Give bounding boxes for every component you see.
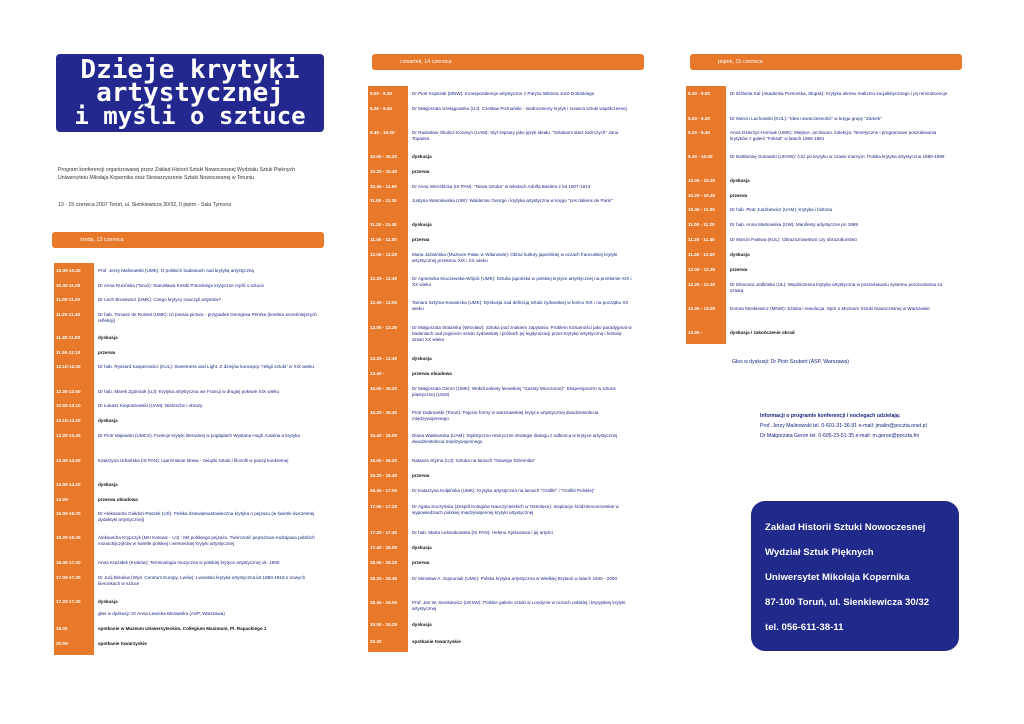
session-description: Dr hab. Piotr Juszkiewicz (UAM): Krytyka i historia	[730, 207, 833, 212]
session-time: 10.40 - 11.00	[370, 184, 397, 189]
session-time: 15.00 - 15.20	[370, 386, 398, 391]
session-time: 18.20 - 18.40	[370, 576, 398, 581]
session-description: Dr hab. Marta Leśniakowska (IS PAN): Helena Syrkusowa i jej artyści	[412, 530, 553, 535]
session-time: 18.00	[56, 626, 68, 631]
session-description: przerwa	[412, 169, 430, 174]
venue-text: 13 - 15 czerwca 2007 Toruń, ul. Sienkiewicza 30/32, II piętro - Sala Tymona	[58, 202, 232, 208]
session-time: 12.30-12.50	[56, 389, 81, 394]
session-description: Dr Elżbieta Kal (Akademia Pomorska, Słupsk): Krytyka okresu realizmu socjalistycznego i jej reminiscencje	[730, 91, 948, 96]
session-time: 9.20 - 9.40	[688, 130, 710, 135]
session-description: dyskusja	[412, 222, 432, 227]
session-description: Dr Aleksandra Giełdoń-Paszek (UŚ): Polska dziewiętnastowieczna krytyka o pejzażu (w świetle ówczesnej dydaktyki artystycznej)	[98, 511, 315, 523]
session-description: dyskusja	[98, 482, 118, 487]
session-description: Aleksandra Krypczyk (MH Katowic - UJ) : Mit polskiego pejzażu. Twórczość pejzażowo-rodzajowa polskich monachijczyków w świetle polskiej i niemieckiej krytyki artystycznej	[98, 535, 315, 547]
session-time: 15.20 - 15.40	[370, 410, 398, 415]
session-description: Diana Wasilewska (UAM): Stylistyczno-retoryczne strategie dialogu z odbiorcą w krytyce artystycznej dwudziestolecia międzywojennego	[412, 433, 618, 445]
session-description: Anna Dzierżyc-Horniak (UMK): Miejsce, archiwum, kolekcja. Teoretyczne i programowe poszukiwania krytyków z galerii "Foksal" w latach 1966-1981	[730, 130, 937, 142]
session-time: 12.40 - 13.00	[370, 300, 398, 305]
session-description: Dr Anna Rucińska (Toruń): Stanisława Kostki Potockiego krytyczne myśli o sztuce	[98, 283, 264, 288]
session-description: Dr hab. Tomasz de Rosset (UMK): Ut poesia pictura - przypadek Georgesa Pereka (korekta wcześniejszych refleksji)	[98, 312, 317, 324]
session-time: 15.40 - 16.00	[370, 433, 398, 438]
session-time: 11.20-11.40	[56, 312, 81, 317]
session-description: przerwa	[412, 560, 430, 565]
session-time: 11.20 - 11.40	[370, 222, 397, 227]
session-description: Piotr Dąbrowski (Toruń): Pojęcie formy w warszawskiej krytyce artystycznej dwudziestolecia międzywojennego	[412, 410, 599, 422]
session-time: 10.20 - 10.40	[370, 169, 398, 174]
session-time: 19.00 - 19.20	[370, 622, 398, 627]
session-time: 12.00 - 12.20	[370, 252, 398, 257]
session-description: przerwa	[98, 350, 116, 355]
address-line-4: 87-100 Toruń, ul. Sienkiewicza 30/32	[765, 597, 930, 608]
session-time: 14.00-14.20	[56, 482, 81, 487]
session-time: 13.10-13.20	[56, 418, 81, 423]
session-description: Dr Mirosław A. Supruniuk (UMK): Polska krytyka artystyczna w Wielkiej Brytanii w latach 1940 - 2000	[412, 576, 618, 581]
session-description: dyskusja	[98, 335, 118, 340]
session-description: dyskusja	[98, 599, 118, 604]
schedule-friday	[686, 86, 958, 344]
session-description: Dr Łukasz Kiepuszewski (UAM): Nietzsche i obrazy	[98, 403, 203, 408]
session-description: dyskusja	[98, 418, 118, 423]
session-time: 10.30-10.40	[56, 268, 81, 273]
session-time: 13.40 -	[370, 371, 385, 376]
session-description: Dr Marcin Pastwa (KUL): Obrazoznawstwo czy obrazoburstwo	[730, 237, 857, 242]
session-time: 12.00 - 12.20	[688, 267, 716, 272]
session-time: 9.40 - 10.00	[370, 130, 395, 135]
session-time: 11.00 - 11.20	[370, 198, 397, 203]
session-time: 11.40 - 12.00	[370, 237, 397, 242]
session-description: Dr Jurij Biriułow (Wyd. Centrum Europy, Lwów): Lwowska krytyka artystyczna lat 1890-1918 o nowych kierunkach w sztuce	[98, 575, 306, 587]
session-description: przerwa	[412, 237, 430, 242]
discussion-note: Głos w dyskusji: Dr Piotr Szubert (ASP, Warszawa)	[732, 359, 850, 365]
address-box	[751, 501, 959, 651]
session-description: Dr hab. Anna Markowska (UW): Manifesty artystyczne po 1989	[730, 222, 858, 227]
session-description: spotkanie towarzyskie	[98, 641, 147, 646]
title-line-2: artystycznej	[96, 78, 284, 108]
session-description: Katarzyna Urbańska (IS PAN): Ujarzmianie słowa - związki sztuki i filozofii w poezji konkretnej	[98, 458, 289, 463]
session-time: 9.00 - 9.20	[370, 91, 392, 96]
session-time: 13.00 - 13.20	[370, 325, 398, 330]
address-line-5: tel. 056-611-38-11	[765, 622, 844, 633]
session-description: Natasza Styrna (UJ): Sztuka na łamach "Nowego Dziennika"	[412, 458, 536, 463]
contact-heading: Informacji o programie konferencji i noclegach udzielają:	[760, 413, 901, 419]
session-description: Dr Radosław Okulicz-Kozaryn (UAM): Styl zepsuty jako język ideału. "Szlakami dusz twórczych" Jana Topassa	[412, 130, 619, 142]
contact-person-1: Prof. Jerzy Malinowski tel. 0-601-31-36-91 e-mail: jmalin@poczta.onet.pl	[760, 422, 927, 429]
session-time: 8.40 - 9.00	[688, 91, 710, 96]
session-description: Dr Agnieszka Kluczewska-Wójcik (UMK): Sztuka japońska w polskiej krytyce artystycznej na przełomie XIX i XX wieku	[412, 276, 632, 288]
session-description: Dr Lech Brusewicz (UMK): Czego krytycy nauczyli artystów?	[98, 297, 222, 302]
session-time: 17.00 - 17.20	[370, 504, 398, 509]
session-description: Justyna Wesołowska (UW): Waldemar George i krytyka artystyczna w kręgu "Les Italiens de Paris"	[412, 198, 613, 203]
session-time: 13.40-14.00	[56, 458, 81, 463]
session-description: spotkanie w Muzeum Uniwersyteckim, Collegium Maximum, Pl. Rapackiego 1	[98, 626, 267, 631]
session-description: Dr Małgorzata Stolarska (Wrocław): Sztuka pod znakiem zapytania. Problem tożsamości jako paradygmat w badaniach nad pojęciem sztuki żydowskiej i próbach jej legitymizacji przez krytykę artystyczną i historię sztuki XX wieku	[412, 325, 632, 343]
session-time: 10.00 - 10.20	[370, 154, 398, 159]
session-time: 16.40-17.00	[56, 560, 81, 565]
session-time: 12.10-12.30	[56, 364, 81, 369]
session-time: 16.00-16.20	[56, 511, 81, 516]
session-time: 11.00-11.20	[56, 297, 81, 302]
session-description: przerwa	[412, 473, 430, 478]
session-time: 14.20-	[56, 497, 70, 502]
session-time: 16.20-16.40	[56, 535, 81, 540]
session-description: Tamara Sztyma-Knasiecka (UMK): Dyskusja nad definicją sztuki żydowskiej w końcu XIX i na początku XX wieku	[412, 300, 629, 312]
session-description: dyskusja	[412, 622, 432, 627]
session-time: 16.20 - 16.40	[370, 473, 398, 478]
session-description: przerwa obiadowa	[98, 497, 138, 502]
intro-text: Program konferencji organizowanej przez Zakład Historii Sztuki Nowoczesnej Wydziału Sztuk Pięknych Uniwersytetu Mikołaja Kopernika oraz Stowarzyszenie Sztuki Nowoczesnej w Toruniu	[58, 167, 295, 182]
session-description: przerwa obiadowa	[412, 371, 452, 376]
session-time: 12.20 - 12.40	[370, 276, 398, 281]
session-description: dyskusja	[730, 178, 750, 183]
session-time: 20.20	[370, 639, 382, 644]
title-line-1: Dzieje krytyki	[80, 55, 300, 85]
session-description: dyskusja	[412, 545, 432, 550]
schedule-wednesday	[54, 263, 326, 655]
session-time: 9.20 - 9.40	[370, 106, 392, 111]
session-time: 10.40-11.00	[56, 283, 81, 288]
session-time: 12.40 - 13.00	[688, 306, 716, 311]
session-description: Dr Małgorzata Geron (UMK): Wokół ankiety lwowskiej "Gazety Wieczornej". Ekspresjonizm w sztuce plastycznej (1918)	[412, 386, 616, 398]
session-time: 13.00 -	[688, 330, 703, 335]
address-line-1: Zakład Historii Sztuki Nowoczesnej	[765, 522, 926, 533]
session-description: przerwa	[730, 193, 748, 198]
session-time: 16.40 - 17.00	[370, 488, 398, 493]
session-description: dyskusja i zakończenie obrad	[730, 330, 795, 335]
session-time: 12.20 - 12.40	[688, 282, 716, 287]
session-time: 20.00-	[56, 641, 70, 646]
day-header-thursday: czwartek, 14 czerwca	[372, 54, 644, 70]
conference-title-banner	[56, 54, 324, 132]
session-time: 13.20 - 13.40	[370, 356, 398, 361]
title-line-3: i myśli o sztuce	[74, 102, 306, 130]
session-description: Maria Jażwińska (Muzeum-Pałac w Wilanowie): Obraz kultury japońskiej w oczach francuskiej krytyki artystycznej przełomu XIX i XX wieku	[412, 252, 618, 264]
session-time: 11.40-11.50	[56, 335, 81, 340]
session-description: głos w dyskusji: Dr Anna Lewicka-Morawska (ASP, Warszawa)	[98, 611, 225, 616]
session-description: Prof. Jerzy Malinowski (UMK): O polskich badaniach nad krytyką artystyczną	[98, 268, 254, 273]
session-time: 10.20 - 10.40	[688, 193, 716, 198]
session-description: Dr hab. Marek Zgórniak (UJ): Krytyka artystyczna we Francji w drugiej połowie XIX wieku	[98, 389, 280, 394]
session-description: Dr Agata Soczyńska (Zespół Kolegiów Nauczycielskich w Ostrołęce): Inspiracje śródziemnomorskie w wypowiedziach polskiej międzywojennej krytyki artystycznej	[412, 504, 619, 516]
session-description: Prof. Jan W. Sienkiewicz (UKSW): Polskie galerie sztuki w Londynie w oczach polskiej i brytyjskiej krytyki artystycznej	[412, 600, 626, 612]
session-description: spotkanie towarzyskie	[412, 639, 461, 644]
session-description: Dr hab. Ryszard Kasperowicz (KUL): Sweetness and Light. Z dziejów koncepcji "religii sztuki" w XIX wieku	[98, 364, 314, 369]
contact-info	[760, 412, 927, 442]
session-description: dyskusja	[412, 154, 432, 159]
session-description: Dorota Monkiewicz (MNW): Sztuka i rewolucja. Spór o Muzeum Sztuki Nowoczesnej w Warszawie	[730, 306, 930, 311]
session-time: 18.40 - 19.00	[370, 600, 398, 605]
session-time: 12.50-13.10	[56, 403, 81, 408]
session-description: Dr Anna Wierzbicka (IS PAN): "Nowa sztuka" w tekstach Adolfa Baslera z lat 1907-1913	[412, 184, 591, 189]
session-description: Dr Bartłomiej Gutowski (UKSW): Cóż po krytyku w czasie marnym. Polska krytyka artystyczna 1980-1989	[730, 154, 945, 159]
session-time: 11.00 - 11.20	[688, 222, 715, 227]
session-time: 9.00 - 9.20	[688, 116, 710, 121]
session-time: 16.00 - 16.20	[370, 458, 398, 463]
day-header-wednesday: środa, 13 czerwca	[52, 232, 324, 248]
session-time: 17.20-17.40	[56, 599, 81, 604]
session-description: Dr Eleonora Jedlińska (UŁ): Współczesna krytyka artystyczna w poszukiwaniu systemu porozumienia za sztuką	[730, 282, 943, 294]
session-time: 11.20 - 11.40	[688, 237, 715, 242]
session-description: Dr Marcin Lachowski (KUL): "Idea nowoczesności" w kręgu grupy "Zamek"	[730, 116, 882, 121]
session-description: dyskusja	[412, 356, 432, 361]
session-description: Dr Małgorzata Szelągowska (UJ): Czesław Poznański - niedoceniony krytyk i znawca sztuki współczesnej	[412, 106, 627, 111]
session-time: 17.00-17.20	[56, 575, 81, 580]
session-time: 9.40 - 10.00	[688, 154, 713, 159]
address-line-3: Uniwersytet Mikołaja Kopernika	[765, 572, 910, 583]
address-line-2: Wydział Sztuk Pięknych	[765, 547, 874, 558]
contact-person-2: Dr Małgorzata Geron tel. 0-605-23-51-35 e-mail: m.geron@poczta.fm	[760, 432, 920, 439]
session-time: 17.40 - 18.00	[370, 545, 398, 550]
session-description: Anna Krężałek (Kraków): Terminologia muzyczna w polskiej krytyce artystycznej ok. 1900	[98, 560, 280, 565]
session-time: 11.40 - 12.00	[688, 252, 715, 257]
session-description: dyskusja	[730, 252, 750, 257]
session-description: przerwa	[730, 267, 748, 272]
session-description: Dr Piotr Majewski (UMCS): Funkcje krytyki literackiej w poglądach Wystana Hugh Audena a krytyka	[98, 433, 300, 438]
session-time: 13.20-13.40	[56, 433, 81, 438]
session-time: 10.40 - 11.00	[688, 207, 715, 212]
session-time: 10.00 - 10.20	[688, 178, 716, 183]
session-time: 11.50-12.10	[56, 350, 81, 355]
schedule-thursday	[368, 86, 640, 652]
session-description: Dr Piotr Kopszak (MNW): Korespondencje artystyczne z Paryża Wiktora Jozé-Dobrskiego	[412, 91, 595, 96]
session-time: 17.20 - 17.40	[370, 530, 398, 535]
session-description: Dr Katarzyna Kulpińska (UMK): Krytyka artystyczna na łamach "Grafiki" i "Grafiki Polskiej"	[412, 488, 595, 493]
session-time: 18.00 - 18.20	[370, 560, 398, 565]
day-header-friday: piątek, 15 czerwca	[690, 54, 962, 70]
